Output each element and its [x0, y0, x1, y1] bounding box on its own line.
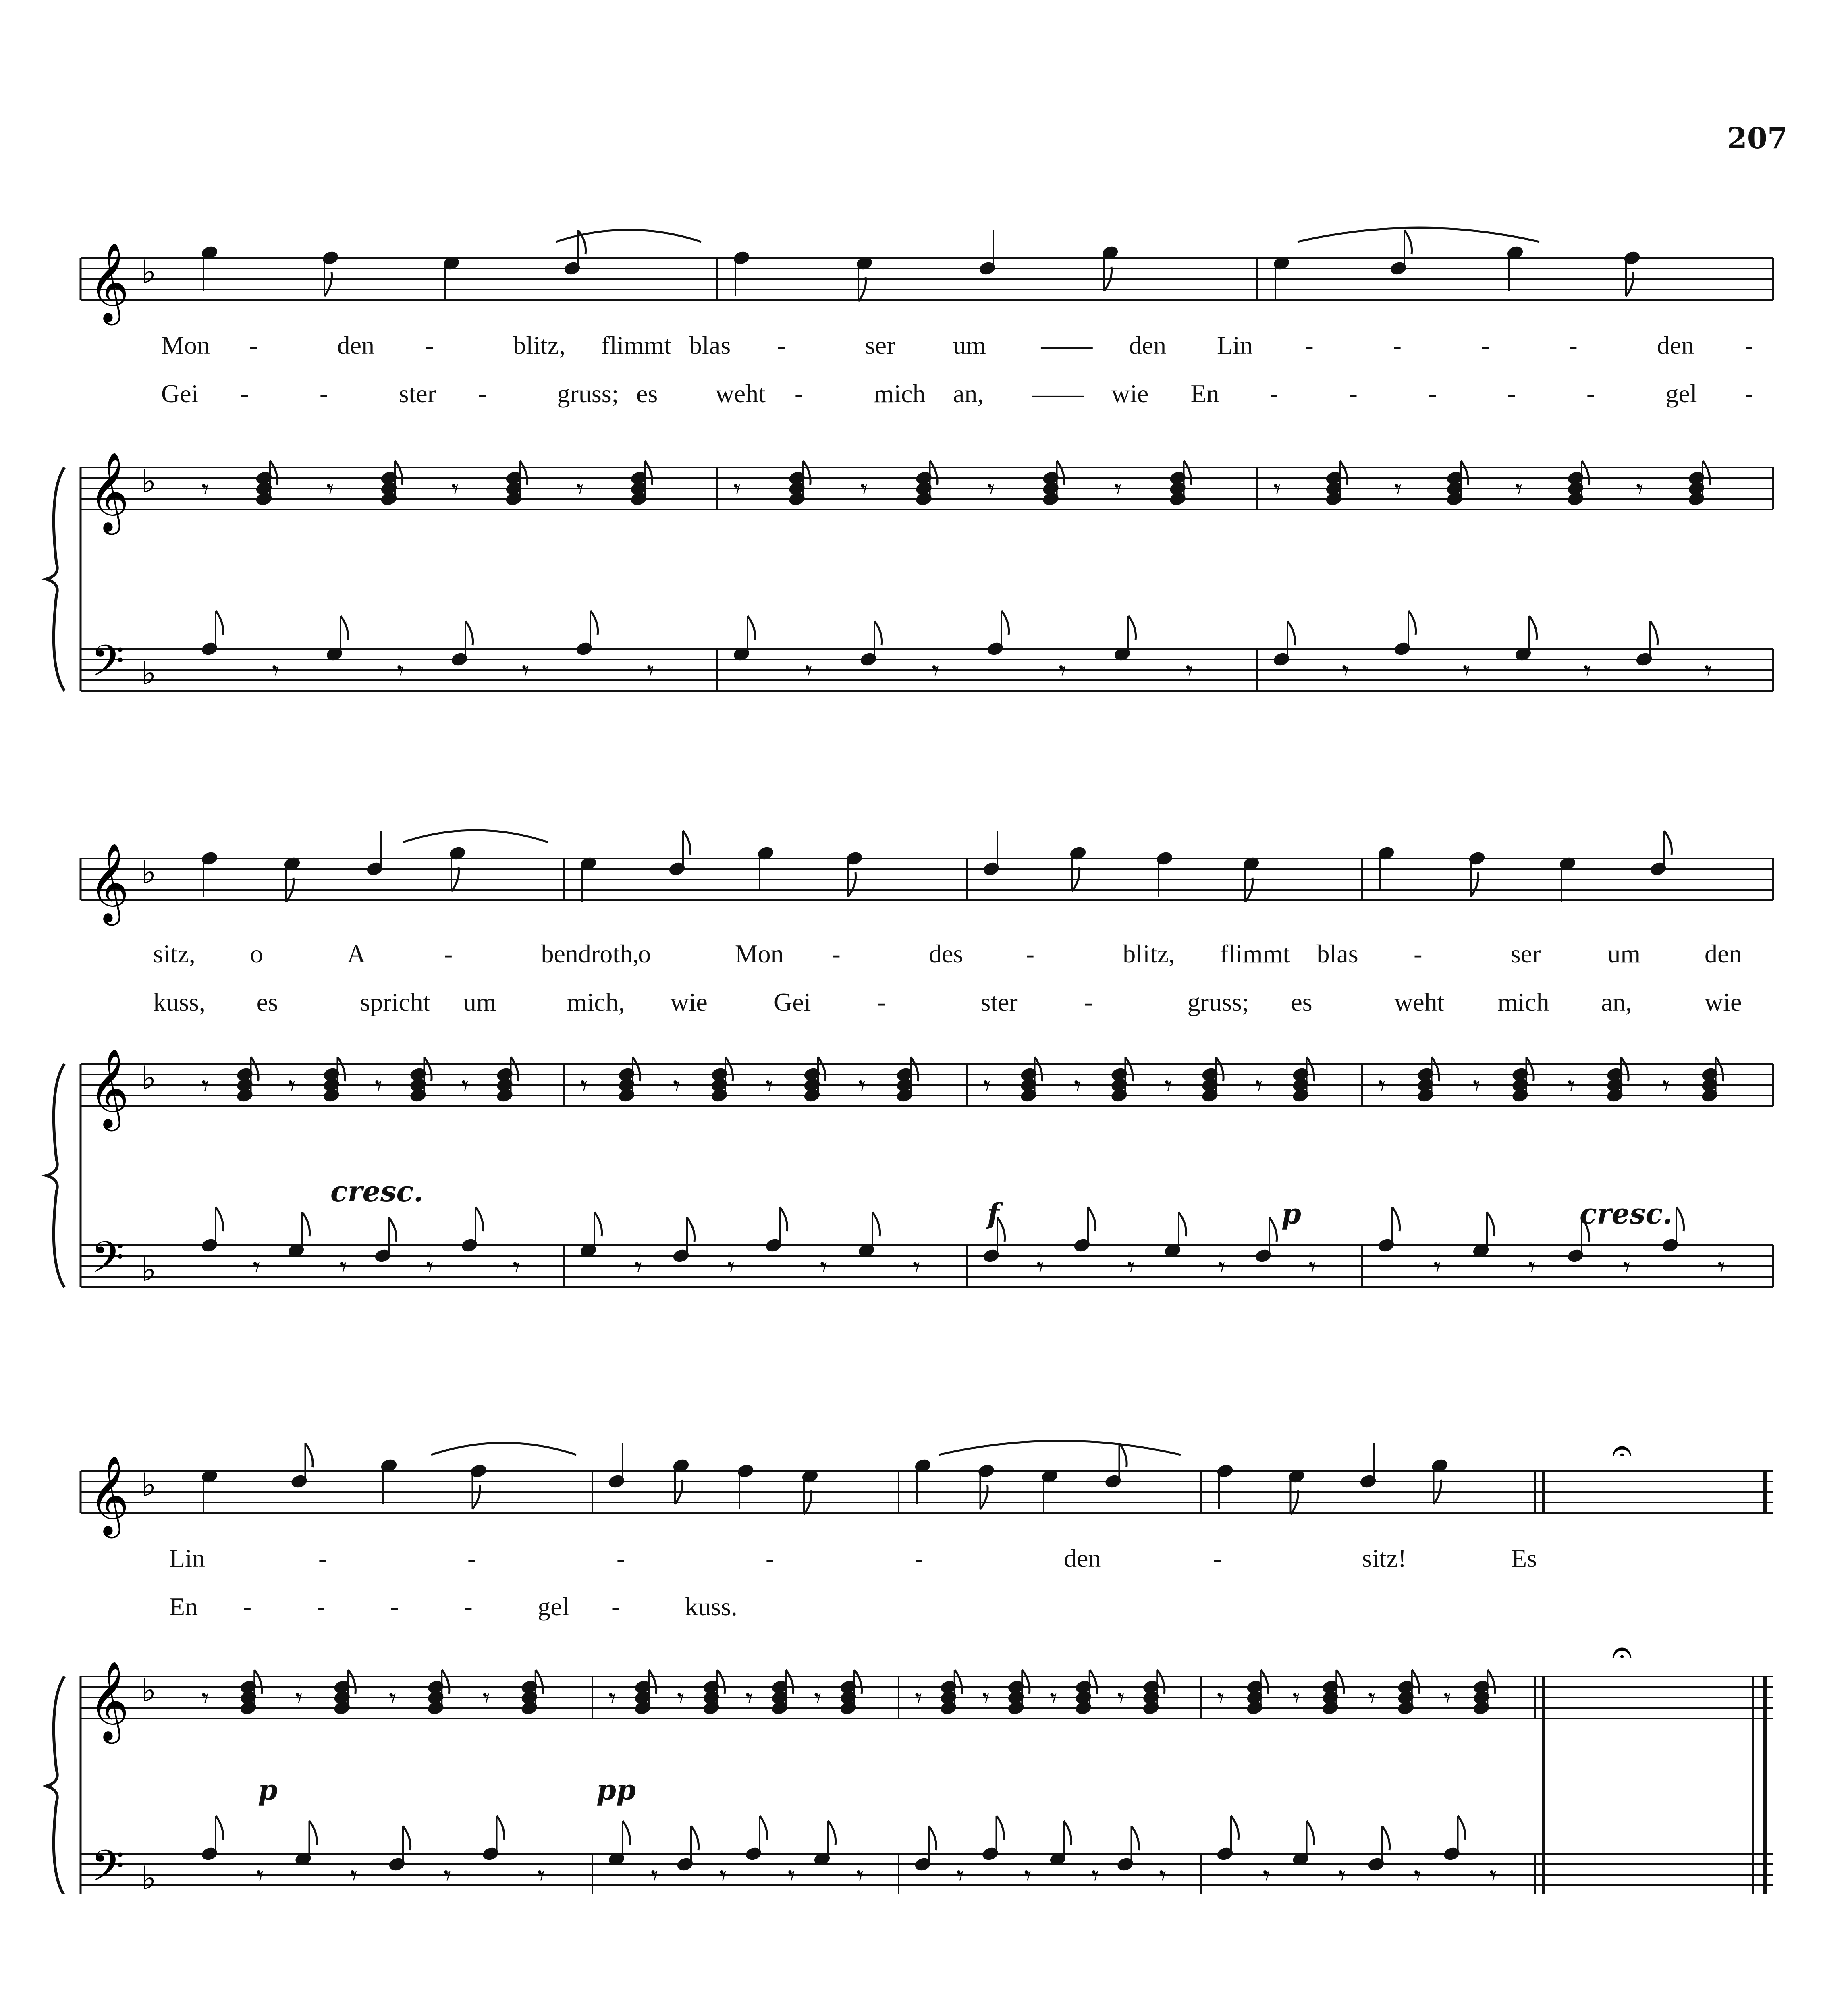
eighth-rest: 𝄾 — [1059, 654, 1067, 687]
lyric-syllable: gel — [538, 1592, 569, 1621]
dynamic-marking: pp — [596, 1773, 636, 1807]
lyric-syllable: flimmt — [601, 331, 671, 359]
note-flag — [1307, 1821, 1314, 1845]
lyric-hyphen: - — [1084, 988, 1093, 1016]
eighth-rest: 𝄾 — [1074, 1069, 1082, 1102]
eighth-rest: 𝄾 — [1473, 1069, 1480, 1102]
eighth-rest: 𝄾 — [1717, 1251, 1725, 1284]
eighth-rest: 𝄾 — [1342, 654, 1350, 687]
lyric-syllable: bendroth, — [541, 939, 639, 968]
eighth-rest: 𝄾 — [608, 1682, 616, 1715]
treble-clef: 𝄞 — [89, 452, 129, 532]
eighth-rest: 𝄾 — [288, 1069, 296, 1102]
note-flag — [1022, 1670, 1030, 1694]
flat-key-signature: ♭ — [141, 253, 156, 291]
lyric-hyphen: —— — [1041, 331, 1093, 359]
eighth-rest: 𝄾 — [1262, 1859, 1271, 1892]
note-flag — [1261, 1670, 1269, 1694]
note — [1292, 1821, 1314, 1866]
note-flag — [536, 1670, 543, 1694]
eighth-rest: 𝄾 — [1394, 473, 1402, 506]
lyric-syllable: den — [1705, 939, 1742, 968]
lyric-syllable: Mon — [161, 331, 210, 359]
note-flag — [1064, 1821, 1071, 1845]
eighth-rest: 𝄾 — [576, 473, 584, 506]
lyric-syllable: um — [953, 331, 986, 359]
flat-key-signature: ♭ — [141, 1059, 156, 1097]
eighth-rest: 𝄾 — [1024, 1859, 1032, 1892]
eighth-rest: 𝄾 — [647, 654, 654, 687]
note-flag — [955, 1670, 962, 1694]
lyric-hyphen: - — [243, 1592, 252, 1621]
bass-clef: 𝄢 — [91, 1232, 125, 1293]
note — [814, 1821, 836, 1866]
lyric-hyphen: - — [611, 1592, 620, 1621]
eighth-rest: 𝄾 — [1050, 1682, 1057, 1715]
eighth-rest: 𝄾 — [745, 1682, 753, 1715]
eighth-rest: 𝄾 — [397, 654, 405, 687]
lyric-syllable: des — [929, 939, 963, 968]
lyric-syllable: Lin — [169, 1544, 205, 1573]
lyric-syllable: spricht — [360, 988, 430, 1016]
dynamic-marking: f — [987, 1197, 1000, 1230]
eighth-rest: 𝄾 — [727, 1251, 735, 1284]
eighth-rest: 𝄾 — [1705, 654, 1712, 687]
lyric-hyphen: —— — [1032, 379, 1084, 408]
lyric-syllable: ser — [1510, 939, 1541, 968]
eighth-rest: 𝄾 — [295, 1682, 303, 1715]
lyric-syllable: den — [337, 331, 375, 359]
eighth-rest: 𝄾 — [983, 1069, 991, 1102]
lyric-syllable: En — [1190, 379, 1219, 408]
eighth-rest: 𝄾 — [256, 1859, 264, 1892]
lyric-hyphen: - — [425, 331, 434, 359]
eighth-rest: 𝄾 — [1165, 1069, 1172, 1102]
eighth-rest: 𝄾 — [1127, 1251, 1135, 1284]
lyric-syllable: es — [1291, 988, 1312, 1016]
lyric-hyphen: - — [320, 379, 328, 408]
lyric-hyphen: - — [1349, 379, 1358, 408]
page-number: 207 — [1727, 121, 1788, 155]
eighth-rest: 𝄾 — [513, 1251, 521, 1284]
slur — [939, 1441, 1181, 1455]
bass-clef: 𝄢 — [91, 636, 125, 697]
lyric-hyphen: - — [464, 1592, 473, 1621]
flat-key-signature: ♭ — [141, 1859, 156, 1894]
eighth-rest: 𝄾 — [1623, 1251, 1631, 1284]
lyric-syllable: blitz, — [1123, 939, 1175, 968]
flat-key-signature: ♭ — [141, 1466, 156, 1504]
lyric-hyphen: - — [877, 988, 886, 1016]
lyric-syllable: wie — [1705, 988, 1742, 1016]
eighth-rest: 𝄾 — [326, 473, 334, 506]
eighth-rest: 𝄾 — [375, 1069, 382, 1102]
lyric-syllable: den — [1129, 331, 1167, 359]
eighth-rest: 𝄾 — [1186, 654, 1194, 687]
eighth-rest: 𝄾 — [635, 1251, 642, 1284]
lyric-hyphen: - — [832, 939, 841, 968]
lyric-hyphen: - — [1428, 379, 1437, 408]
note-flag — [1119, 1443, 1127, 1467]
eighth-rest: 𝄾 — [1636, 473, 1644, 506]
eighth-rest: 𝄾 — [1515, 473, 1523, 506]
lyric-syllable: gruss; — [557, 379, 619, 408]
treble-clef: 𝄞 — [89, 242, 129, 322]
eighth-rest: 𝄾 — [858, 1069, 866, 1102]
note-flag — [1382, 1826, 1390, 1850]
eighth-rest: 𝄾 — [856, 1859, 864, 1892]
lyric-syllable: es — [256, 988, 278, 1016]
note — [608, 1443, 625, 1488]
lyric-syllable: Mon — [735, 939, 784, 968]
lyric-syllable: blas — [1316, 939, 1358, 968]
note-flag — [1458, 1816, 1466, 1840]
note-flag — [1157, 1670, 1165, 1694]
note-flag — [649, 1670, 656, 1694]
lyric-hyphen: - — [1507, 379, 1516, 408]
lyric-syllable: um — [1607, 939, 1641, 968]
eighth-rest: 𝄾 — [1308, 1251, 1316, 1284]
lyric-hyphen: - — [240, 379, 249, 408]
lyric-syllable: wie — [1111, 379, 1149, 408]
note — [608, 1821, 630, 1866]
lyric-syllable: an, — [1601, 988, 1632, 1016]
lyric-hyphen: - — [1414, 939, 1422, 968]
eighth-rest: 𝄾 — [766, 1069, 773, 1102]
note-flag — [1132, 1826, 1139, 1850]
flat-key-signature: ♭ — [141, 1251, 156, 1288]
eighth-rest: 𝄾 — [1443, 1682, 1451, 1715]
lyric-syllable: kuss. — [685, 1592, 737, 1621]
eighth-rest: 𝄾 — [1114, 473, 1122, 506]
dynamic-marking: cresc. — [1580, 1197, 1673, 1230]
eighth-rest: 𝄾 — [860, 473, 868, 506]
eighth-rest: 𝄾 — [339, 1251, 347, 1284]
note-flag — [403, 1826, 411, 1850]
lyric-syllable: Es — [1511, 1544, 1537, 1573]
eighth-rest: 𝄾 — [733, 473, 741, 506]
eighth-rest: 𝄾 — [820, 1251, 828, 1284]
eighth-rest: 𝄾 — [1255, 1069, 1263, 1102]
lyric-hyphen: - — [777, 331, 786, 359]
note-flag — [305, 1443, 313, 1467]
note-flag — [216, 1816, 223, 1840]
lyric-syllable: gel — [1665, 379, 1697, 408]
dynamic-marking: p — [1281, 1197, 1301, 1230]
eighth-rest: 𝄾 — [451, 473, 459, 506]
eighth-rest: 𝄾 — [987, 473, 995, 506]
lyric-syllable: Lin — [1217, 331, 1253, 359]
flat-key-signature: ♭ — [141, 463, 156, 500]
lyric-syllable: ster — [980, 988, 1018, 1016]
eighth-rest: 𝄾 — [1463, 654, 1470, 687]
eighth-rest: 𝄾 — [1528, 1251, 1536, 1284]
lyric-syllable: ser — [865, 331, 895, 359]
lyric-syllable: den — [1657, 331, 1694, 359]
lyric-syllable: mich — [1497, 988, 1549, 1016]
lyric-hyphen: - — [915, 1544, 924, 1573]
eighth-rest: 𝄾 — [1368, 1682, 1376, 1715]
eighth-rest: 𝄾 — [1036, 1251, 1044, 1284]
lyric-syllable: Gei — [774, 988, 811, 1016]
lyric-syllable: um — [463, 988, 496, 1016]
eighth-rest: 𝄾 — [1414, 1859, 1422, 1892]
eighth-rest: 𝄾 — [389, 1682, 397, 1715]
lyric-syllable: o — [250, 939, 263, 968]
note-flag — [497, 1816, 505, 1840]
eighth-rest: 𝄾 — [719, 1859, 727, 1892]
eighth-rest: 𝄾 — [932, 654, 940, 687]
lyric-syllable: kuss, — [153, 988, 206, 1016]
lyric-hyphen: - — [1026, 939, 1034, 968]
note-flag — [309, 1821, 317, 1845]
lyric-hyphen: - — [1305, 331, 1314, 359]
eighth-rest: 𝄾 — [201, 1069, 209, 1102]
lyric-hyphen: - — [318, 1544, 327, 1573]
note-flag — [980, 1485, 988, 1509]
eighth-rest: 𝄾 — [1489, 1859, 1497, 1892]
eighth-rest: 𝄾 — [1117, 1682, 1125, 1715]
eighth-rest: 𝄾 — [673, 1069, 681, 1102]
note-flag — [760, 1816, 767, 1840]
lyric-hyphen: - — [467, 1544, 476, 1573]
note-flag — [854, 1670, 862, 1694]
lyric-syllable: es — [636, 379, 658, 408]
piano-brace — [46, 1676, 64, 1894]
eighth-rest: 𝄾 — [1378, 1069, 1386, 1102]
eighth-rest: 𝄾 — [253, 1251, 261, 1284]
eighth-rest: 𝄾 — [1568, 1069, 1575, 1102]
lyric-hyphen: - — [444, 939, 453, 968]
lyric-hyphen: - — [1213, 1544, 1222, 1573]
lyric-hyphen: - — [766, 1544, 774, 1573]
lyric-syllable: A — [347, 939, 366, 968]
lyric-hyphen: - — [1393, 331, 1402, 359]
note-flag — [717, 1670, 725, 1694]
note-flag — [1412, 1670, 1420, 1694]
lyric-syllable: sitz! — [1362, 1544, 1407, 1573]
eighth-rest: 𝄾 — [1159, 1859, 1167, 1892]
eighth-rest: 𝄾 — [913, 1251, 920, 1284]
eighth-rest: 𝄾 — [537, 1859, 545, 1892]
eighth-rest: 𝄾 — [444, 1859, 451, 1892]
flat-key-signature: ♭ — [141, 654, 156, 692]
note-flag — [254, 1670, 262, 1694]
eighth-rest: 𝄾 — [805, 654, 813, 687]
dynamic-marking: cresc. — [330, 1175, 424, 1208]
eighth-rest: 𝄾 — [677, 1682, 685, 1715]
eighth-rest: 𝄾 — [201, 473, 209, 506]
fermata: 𝄐 — [1612, 1429, 1632, 1472]
note-flag — [473, 1485, 480, 1509]
note — [1360, 1443, 1376, 1488]
lyric-hyphen: - — [795, 379, 804, 408]
eighth-rest: 𝄾 — [814, 1682, 822, 1715]
lyric-syllable: weht — [715, 379, 766, 408]
eighth-rest: 𝄾 — [426, 1251, 434, 1284]
lyric-syllable: weht — [1394, 988, 1445, 1016]
eighth-rest: 𝄾 — [201, 1682, 209, 1715]
note-flag — [1487, 1670, 1495, 1694]
eighth-rest: 𝄾 — [272, 654, 280, 687]
eighth-rest: 𝄾 — [1273, 473, 1281, 506]
lyric-syllable: gruss; — [1187, 988, 1249, 1016]
note-flag — [1090, 1670, 1097, 1694]
eighth-rest: 𝄾 — [982, 1682, 990, 1715]
note-flag — [623, 1821, 630, 1845]
lyric-syllable: blitz, — [513, 331, 566, 359]
eighth-rest: 𝄾 — [1292, 1682, 1300, 1715]
lyric-hyphen: - — [1481, 331, 1490, 359]
lyric-syllable: sitz, — [153, 939, 195, 968]
treble-clef: 𝄞 — [89, 843, 129, 922]
note-flag — [1336, 1670, 1344, 1694]
lyric-syllable: ster — [399, 379, 436, 408]
eighth-rest: 𝄾 — [522, 654, 529, 687]
lyric-syllable: wie — [670, 988, 708, 1016]
eighth-rest: 𝄾 — [350, 1859, 358, 1892]
lyric-hyphen: - — [1745, 379, 1754, 408]
eighth-rest: 𝄾 — [1584, 654, 1591, 687]
eighth-rest: 𝄾 — [1217, 1682, 1225, 1715]
lyric-syllable: Gei — [161, 379, 199, 408]
lyric-hyphen: - — [1745, 331, 1754, 359]
lyric-syllable: blas — [689, 331, 731, 359]
eighth-rest: 𝄾 — [788, 1859, 795, 1892]
eighth-rest: 𝄾 — [651, 1859, 658, 1892]
lyric-hyphen: - — [1586, 379, 1595, 408]
lyric-syllable: mich, — [567, 988, 625, 1016]
treble-clef: 𝄞 — [89, 1048, 129, 1128]
dynamic-marking: p — [258, 1773, 278, 1807]
lyric-syllable: den — [1064, 1544, 1101, 1573]
note-flag — [442, 1670, 449, 1694]
lyric-hyphen: - — [1270, 379, 1279, 408]
lyric-hyphen: - — [1569, 331, 1578, 359]
note — [1050, 1821, 1071, 1866]
eighth-rest: 𝄾 — [956, 1859, 964, 1892]
lyric-hyphen: - — [617, 1544, 625, 1573]
eighth-rest: 𝄾 — [580, 1069, 588, 1102]
note-flag — [691, 1826, 699, 1850]
lyric-hyphen: - — [316, 1592, 326, 1621]
eighth-rest: 𝄾 — [1433, 1251, 1441, 1284]
slur — [431, 1443, 576, 1455]
eighth-rest: 𝄾 — [1218, 1251, 1226, 1284]
treble-clef: 𝄞 — [89, 1661, 129, 1741]
lyric-hyphen: - — [390, 1592, 399, 1621]
note-flag — [786, 1670, 793, 1694]
eighth-rest: 𝄾 — [461, 1069, 469, 1102]
flat-key-signature: ♭ — [141, 854, 156, 891]
flat-key-signature: ♭ — [141, 1672, 156, 1709]
lyric-syllable: an, — [953, 379, 984, 408]
lyric-syllable: o — [638, 939, 651, 968]
eighth-rest: 𝄾 — [1091, 1859, 1099, 1892]
note-flag — [929, 1826, 936, 1850]
note — [295, 1821, 317, 1866]
lyric-syllable: En — [169, 1592, 198, 1621]
note-flag — [1231, 1816, 1239, 1840]
lyric-hyphen: - — [249, 331, 258, 359]
eighth-rest: 𝄾 — [1338, 1859, 1346, 1892]
lyric-syllable: flimmt — [1219, 939, 1290, 968]
eighth-rest: 𝄾 — [915, 1682, 922, 1715]
treble-clef: 𝄞 — [89, 1455, 129, 1535]
note-flag — [997, 1816, 1004, 1840]
eighth-rest: 𝄾 — [1662, 1069, 1670, 1102]
fermata: 𝄐 — [1612, 1631, 1632, 1673]
bass-clef: 𝄢 — [91, 1841, 125, 1894]
note-flag — [828, 1821, 836, 1845]
lyric-syllable: mich — [874, 379, 926, 408]
note-flag — [348, 1670, 356, 1694]
eighth-rest: 𝄾 — [482, 1682, 490, 1715]
lyric-hyphen: - — [478, 379, 487, 408]
